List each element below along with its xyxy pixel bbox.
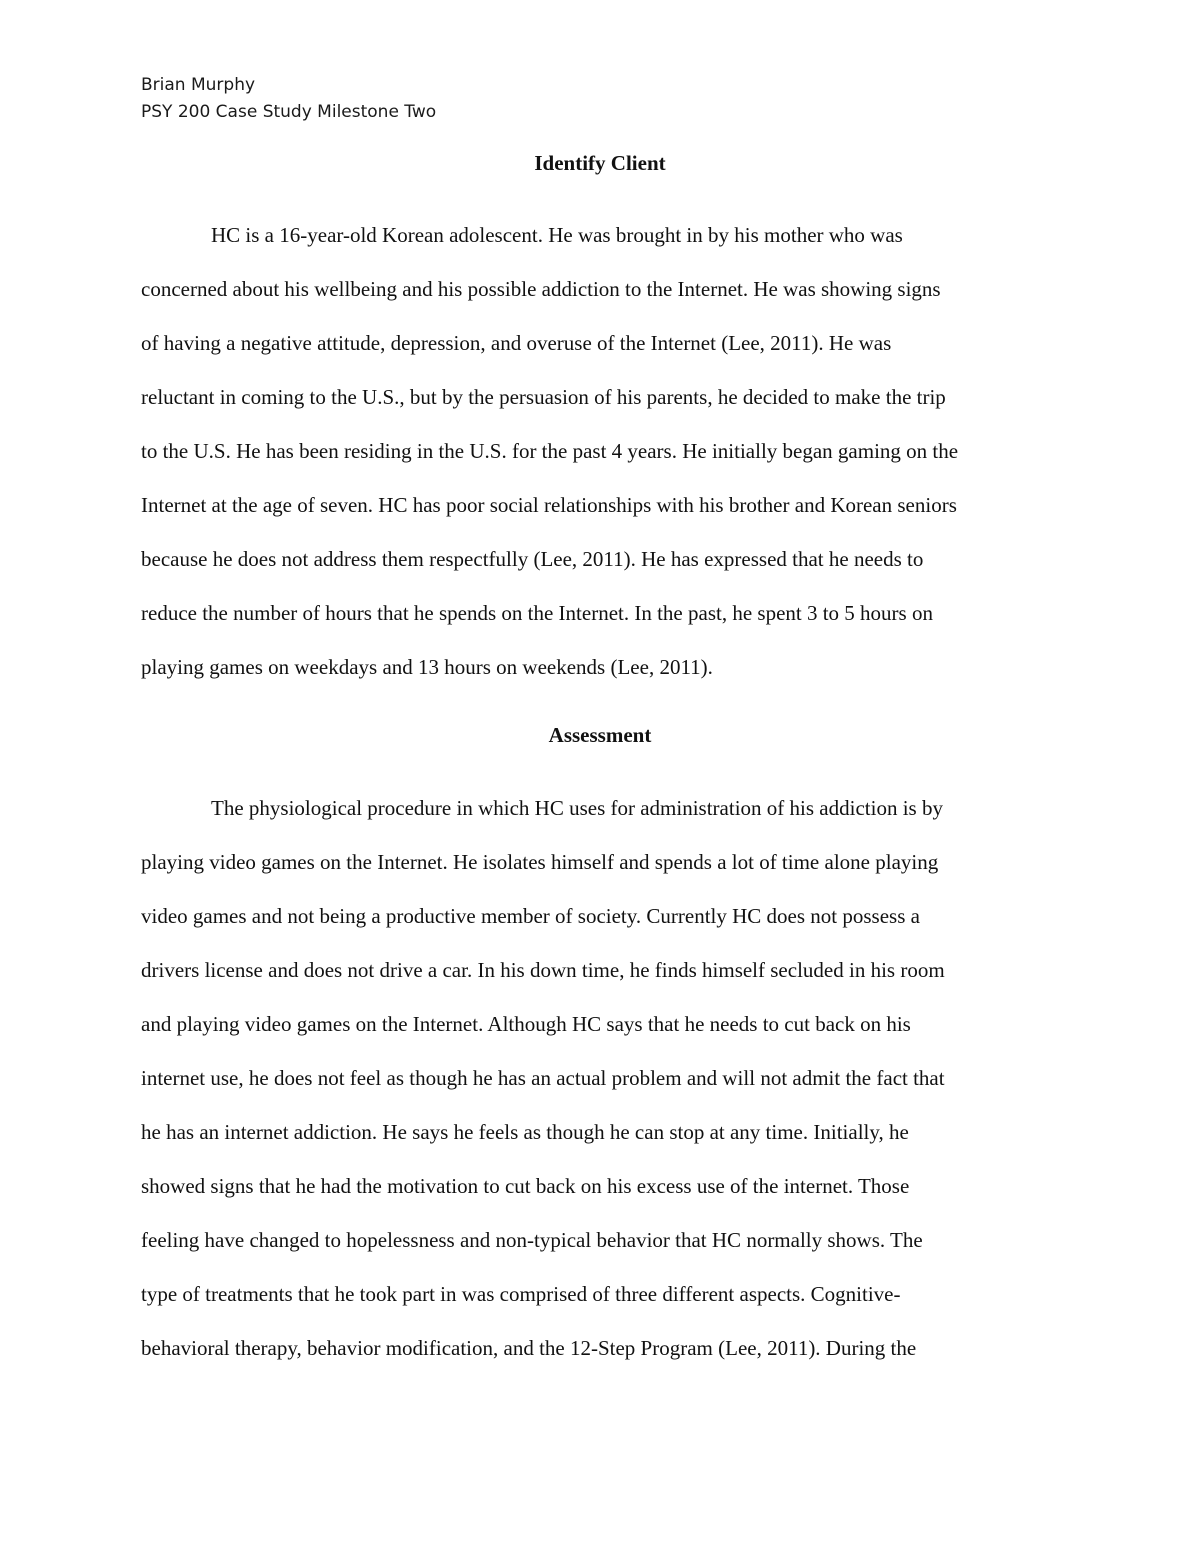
paragraph-line: concerned about his wellbeing and his possible addiction to the Internet. He was showing signs [141, 277, 941, 301]
paragraph-line: type of treatments that he took part in was comprised of three different aspects. Cognitive- [141, 1282, 901, 1306]
paragraph-line: HC is a 16-year-old Korean adolescent. He was brought in by his mother who was [211, 223, 903, 247]
author-name: Brian Murphy [141, 75, 256, 95]
paragraph-line: reduce the number of hours that he spends on the Internet. In the past, he spent 3 to 5 hours on [141, 601, 933, 625]
paragraph-line: because he does not address them respectfully (Lee, 2011). He has expressed that he needs to [141, 547, 924, 571]
paragraph-line: reluctant in coming to the U.S., but by the persuasion of his parents, he decided to make the trip [141, 385, 946, 409]
paragraph-line: internet use, he does not feel as though he has an actual problem and will not admit the fact that [141, 1066, 945, 1090]
section-heading-assessment: Assessment [548, 723, 652, 747]
paragraph-line: feeling have changed to hopelessness and non-typical behavior that HC normally shows. The [141, 1228, 923, 1252]
paragraph-line: showed signs that he had the motivation to cut back on his excess use of the internet. Those [141, 1174, 910, 1198]
course-title: PSY 200 Case Study Milestone Two [141, 102, 437, 122]
paragraph-line: to the U.S. He has been residing in the U.S. for the past 4 years. He initially began gaming on the [141, 439, 959, 463]
section-heading-identify-client: Identify Client [534, 151, 666, 175]
paragraph-line: playing video games on the Internet. He isolates himself and spends a lot of time alone playing [141, 850, 939, 874]
document-header [141, 72, 436, 126]
paragraph-line: behavioral therapy, behavior modification, and the 12-Step Program (Lee, 2011). During the [141, 1336, 917, 1360]
paragraph-line: and playing video games on the Internet. Although HC says that he needs to cut back on his [141, 1012, 911, 1036]
paragraph-line: Internet at the age of seven. HC has poor social relationships with his brother and Korean seniors [141, 493, 957, 517]
paragraph-line: he has an internet addiction. He says he feels as though he can stop at any time. Initially, he [141, 1120, 909, 1144]
paragraph-line: playing games on weekdays and 13 hours on weekends (Lee, 2011). [141, 655, 713, 679]
paragraph-line: video games and not being a productive member of society. Currently HC does not possess a [141, 904, 920, 928]
paragraph-line: The physiological procedure in which HC uses for administration of his addiction is by [211, 796, 943, 820]
paragraph-line: of having a negative attitude, depression, and overuse of the Internet (Lee, 2011). He was [141, 331, 892, 355]
paragraph-line: drivers license and does not drive a car. In his down time, he finds himself secluded in his room [141, 958, 945, 982]
